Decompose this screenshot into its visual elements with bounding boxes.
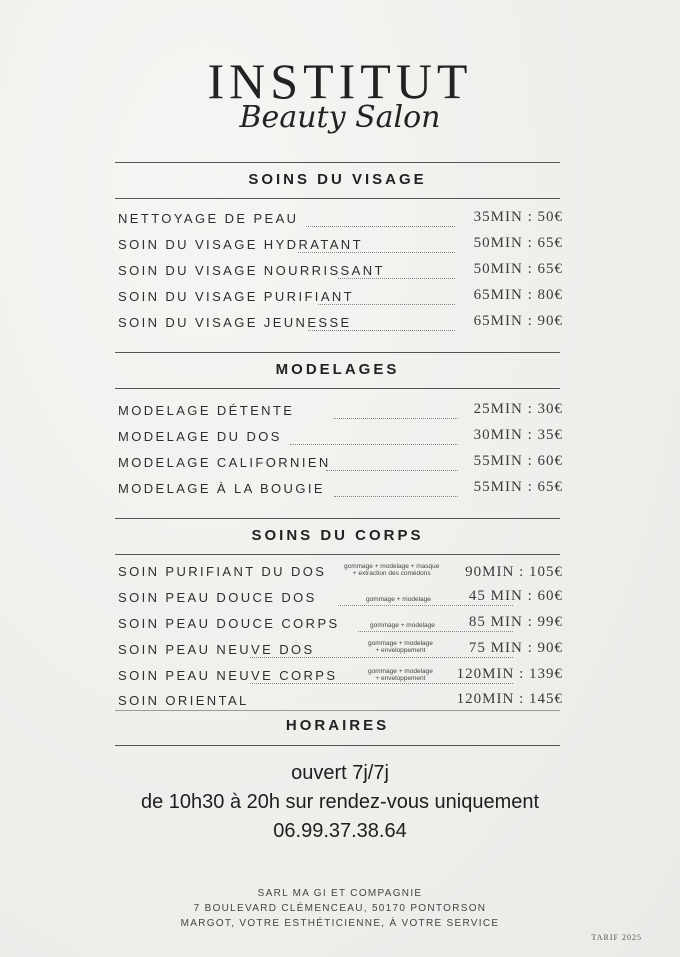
dot-leader bbox=[358, 631, 513, 632]
dot-leader bbox=[338, 605, 513, 606]
menu-item bbox=[118, 693, 563, 715]
section-title-visage: SOINS DU VISAGE bbox=[248, 171, 427, 188]
item-name: SOIN DU VISAGE JEUNESSE bbox=[118, 315, 352, 330]
menu-item bbox=[118, 263, 563, 285]
item-price: 55MIN : 65€ bbox=[473, 479, 563, 495]
section-title-modelages: MODELAGES bbox=[275, 361, 400, 378]
item-price: 65MIN : 90€ bbox=[473, 313, 563, 329]
section-title-horaires: HORAIRES bbox=[285, 717, 390, 734]
menu-item bbox=[118, 616, 563, 638]
address: 7 BOULEVARD CLÉMENCEAU, 50170 PONTORSON bbox=[193, 903, 487, 914]
divider bbox=[115, 352, 560, 353]
item-price: 35MIN : 50€ bbox=[473, 209, 563, 225]
divider bbox=[115, 388, 560, 389]
item-name: SOIN PEAU NEUVE CORPS bbox=[118, 668, 338, 683]
menu-item bbox=[118, 590, 563, 612]
section-title-corps: SOINS DU CORPS bbox=[251, 527, 424, 544]
dot-leader bbox=[338, 278, 455, 279]
item-name: NETTOYAGE DE PEAU bbox=[118, 211, 299, 226]
dot-leader bbox=[318, 304, 455, 305]
item-note: gommage + modelage + masque + extraction des comédons bbox=[344, 563, 440, 577]
phone-number: 06.99.37.38.64 bbox=[273, 820, 407, 842]
item-note: gommage + modelage bbox=[370, 622, 435, 629]
tarif-year: TARIF 2025 bbox=[591, 933, 642, 942]
dot-leader bbox=[250, 683, 513, 684]
item-name: MODELAGE DÉTENTE bbox=[118, 403, 295, 418]
menu-item bbox=[118, 315, 563, 337]
dot-leader bbox=[333, 418, 458, 419]
item-name: MODELAGE À LA BOUGIE bbox=[118, 481, 325, 496]
company-name: SARL MA GI ET COMPAGNIE bbox=[257, 888, 423, 899]
divider bbox=[115, 198, 560, 199]
item-note: gommage + modelage bbox=[366, 596, 431, 603]
item-price: 25MIN : 30€ bbox=[473, 401, 563, 417]
item-price: 120MIN : 139€ bbox=[456, 666, 563, 682]
divider bbox=[115, 162, 560, 163]
menu-item bbox=[118, 481, 563, 503]
divider bbox=[115, 745, 560, 746]
dot-leader bbox=[326, 470, 458, 471]
divider bbox=[115, 518, 560, 519]
dot-leader bbox=[250, 657, 513, 658]
dot-leader bbox=[308, 330, 455, 331]
item-name: SOIN ORIENTAL bbox=[118, 693, 249, 708]
menu-item bbox=[118, 564, 563, 586]
opening-days: ouvert 7j/7j bbox=[291, 762, 389, 784]
menu-item bbox=[118, 403, 563, 425]
item-note: gommage + modelage + enveloppement bbox=[368, 640, 433, 654]
item-price: 85 MIN : 99€ bbox=[468, 614, 563, 630]
item-price: 45 MIN : 60€ bbox=[468, 588, 563, 604]
item-name: MODELAGE DU DOS bbox=[118, 429, 282, 444]
service-line: MARGOT, VOTRE ESTHÉTICIENNE, À VOTRE SERVICE bbox=[180, 918, 500, 929]
institut-title: INSTITUT bbox=[207, 53, 473, 109]
divider bbox=[115, 554, 560, 555]
item-price: 30MIN : 35€ bbox=[473, 427, 563, 443]
menu-item bbox=[118, 668, 563, 690]
item-name: MODELAGE CALIFORNIEN bbox=[118, 455, 331, 470]
beauty-salon-subtitle: Beauty Salon bbox=[239, 100, 441, 135]
item-name: SOIN PEAU DOUCE DOS bbox=[118, 590, 317, 605]
item-price: 55MIN : 60€ bbox=[473, 453, 563, 469]
menu-item bbox=[118, 429, 563, 451]
item-name: SOIN DU VISAGE PURIFIANT bbox=[118, 289, 355, 304]
item-price: 50MIN : 65€ bbox=[473, 261, 563, 277]
menu-item bbox=[118, 642, 563, 664]
dot-leader bbox=[298, 252, 455, 253]
item-name: SOIN PEAU NEUVE DOS bbox=[118, 642, 315, 657]
dot-leader bbox=[334, 496, 458, 497]
item-price: 120MIN : 145€ bbox=[456, 691, 563, 707]
item-price: 75 MIN : 90€ bbox=[468, 640, 563, 656]
divider bbox=[115, 710, 560, 711]
dot-leader bbox=[290, 444, 458, 445]
menu-item bbox=[118, 211, 563, 233]
item-price: 50MIN : 65€ bbox=[473, 235, 563, 251]
item-note: gommage + modelage + enveloppement bbox=[368, 668, 433, 682]
dot-leader bbox=[306, 226, 455, 227]
menu-item bbox=[118, 455, 563, 477]
item-price: 65MIN : 80€ bbox=[473, 287, 563, 303]
item-name: SOIN PURIFIANT DU DOS bbox=[118, 564, 327, 579]
menu-item bbox=[118, 237, 563, 259]
item-name: SOIN PEAU DOUCE CORPS bbox=[118, 616, 340, 631]
item-name: SOIN DU VISAGE NOURRISSANT bbox=[118, 263, 385, 278]
menu-item bbox=[118, 289, 563, 311]
item-name: SOIN DU VISAGE HYDRATANT bbox=[118, 237, 363, 252]
opening-hours: de 10h30 à 20h sur rendez-vous uniquement bbox=[140, 791, 540, 813]
item-price: 90MIN : 105€ bbox=[465, 564, 563, 580]
